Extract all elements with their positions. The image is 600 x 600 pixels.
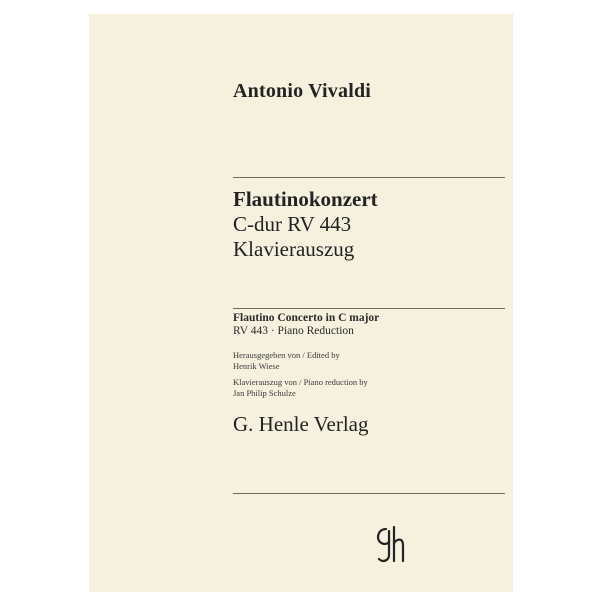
english-subtitle: RV 443 · Piano Reduction <box>233 325 354 337</box>
work-key-catalog: C-dur RV 443 <box>233 212 352 236</box>
work-title: Flautinokonzert <box>233 187 378 211</box>
composer-name: Antonio Vivaldi <box>233 80 372 102</box>
cover-page <box>89 14 513 592</box>
divider-rule-top <box>233 177 505 178</box>
divider-rule-middle <box>233 308 505 309</box>
english-title-block <box>233 312 379 338</box>
editor-name: Henrik Wiese <box>233 360 280 371</box>
english-title: Flautino Concerto in C major <box>233 312 380 324</box>
work-edition-type: Klavierauszug <box>233 237 355 261</box>
publisher-name: G. Henle Verlag <box>233 412 369 436</box>
credits-block <box>233 350 368 398</box>
editor-label: Herausgegeben von / Edited by <box>233 350 340 360</box>
main-title-block <box>233 187 378 262</box>
reduction-label: Klavierauszug von / Piano reduction by <box>233 377 368 387</box>
divider-rule-bottom <box>233 493 505 494</box>
reduction-name: Jan Philip Schulze <box>233 387 296 398</box>
henle-logo-icon <box>372 525 408 565</box>
